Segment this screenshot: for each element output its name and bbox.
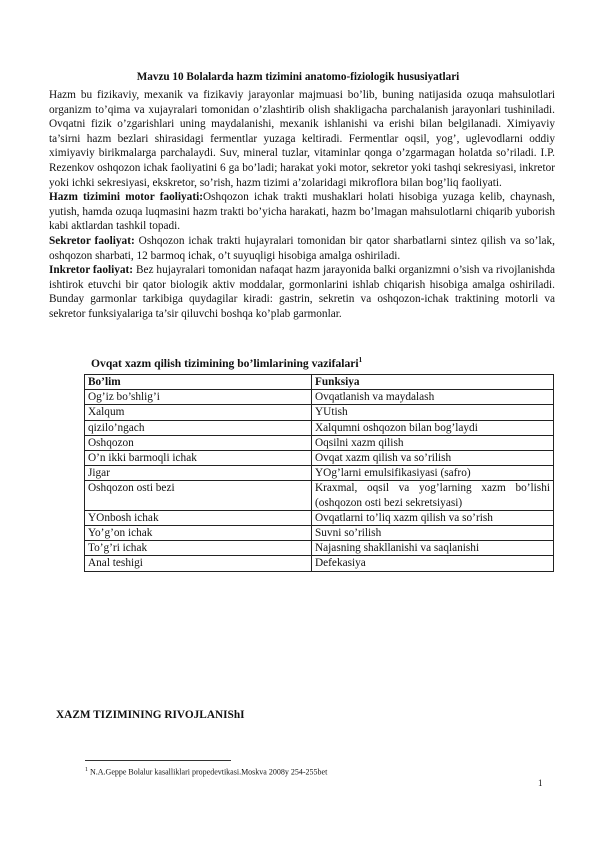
footnote-mark: 1: [85, 767, 88, 773]
table-row: [85, 420, 554, 435]
table-cell-section: Og’iz bo’shlig’i: [85, 390, 312, 405]
table-body: [85, 390, 554, 571]
table-cell-function: Ovqatlarni to’liq xazm qilish va so’rish: [312, 510, 554, 525]
footnote-divider: [85, 760, 231, 761]
motor-text: Oshqozon ichak trakti mushaklari holati hisobiga yuzaga kelib, chaynash, yutish, hamda ozuqa luqmasini hazm trakti bo’yicha harakati, hazm bo’lmagan mahsulotlarni chiqarib yuborish kabi aktlardan tashkil topadi.: [49, 191, 555, 233]
table-cell-function: Ovqatlanish va maydalash: [312, 390, 554, 405]
table-cell-section: To’g’ri ichak: [85, 541, 312, 556]
table-cell-function: Kraxmal, oqsil va yog’larning xazm bo’lishi (oshqozon osti bezi sekretsiyasi): [312, 481, 554, 510]
table-cell-function: Suvni so’rilish: [312, 526, 554, 541]
table-row: [85, 451, 554, 466]
table-row: [85, 510, 554, 525]
table-cell-section: Jigar: [85, 466, 312, 481]
table-cell-section: Oshqozon osti bezi: [85, 481, 312, 510]
table-cell-function: Ovqat xazm qilish va so’rilish: [312, 451, 554, 466]
table-row: [85, 526, 554, 541]
section-heading: XAZM TIZIMINING RIVOJLANIShI: [56, 709, 245, 721]
table-cell-function: Oqsilni xazm qilish: [312, 435, 554, 450]
table-cell-section: Yo’g’on ichak: [85, 526, 312, 541]
functions-table: [84, 374, 554, 572]
table-cell-function: Defekasiya: [312, 556, 554, 571]
table-cell-section: YOnbosh ichak: [85, 510, 312, 525]
table-cell-function: Najasning shakllanishi va saqlanishi: [312, 541, 554, 556]
secretor-text: Oshqozon ichak trakti hujayralari tomonidan bir qator sharbatlarni sintez qilish va so’lak, oshqozon sharbati, 12 barmoq ichak, o’t suyuqligi hisobiga amalga oshiriladi.: [49, 234, 555, 262]
table-row: [85, 466, 554, 481]
table-cell-section: Xalqum: [85, 405, 312, 420]
secretor-paragraph: [49, 234, 555, 263]
footnote: [85, 767, 327, 777]
table-cell-section: Anal teshigi: [85, 556, 312, 571]
table-cell-function: Xalqumni oshqozon bilan bog’laydi: [312, 420, 554, 435]
incretor-paragraph: [49, 263, 555, 321]
table-cell-section: Oshqozon: [85, 435, 312, 450]
table-row: [85, 405, 554, 420]
table-header-section: Bo’lim: [85, 375, 312, 390]
table-cell-section: qizilo’ngach: [85, 420, 312, 435]
footnote-text: N.A.Geppe Bolalur kasalliklari propedevtikasi.Moskva 2008y 254-255bet: [88, 767, 328, 777]
incretor-label: Inkretor faoliyat:: [49, 264, 134, 277]
table-cell-function: YOg’larni emulsifikasiyasi (safro): [312, 466, 554, 481]
table-row: [85, 556, 554, 571]
table-caption-footnote-mark: 1: [358, 356, 363, 364]
incretor-text: Bez hujayralari tomonidan nafaqat hazm jarayonida balki organizmni o’sish va rivojlanishda ishtirok etuvchi bir qator biologik aktiv moddalar, gormonlarini ishlab chiqarish hisobiga amalga oshiriladi. Bunday garmonlar tarkibiga quydagilar kiradi: gastrin, sekretin va oshqozon-ichak traktining motorli va sekretor funksiyalariga ta’sir qiluvchi boshqa ko’plab garmonlar.: [49, 264, 555, 320]
motor-label: Hazm tizimini motor faoliyati:: [49, 191, 203, 204]
table-caption-text: Ovqat xazm qilish tizimining bo’limlarining vazifalari: [91, 356, 359, 370]
table-cell-section: O’n ikki barmoqli ichak: [85, 451, 312, 466]
secretor-label: Sekretor faoliyat:: [49, 234, 135, 247]
motor-paragraph: [49, 190, 555, 234]
table-row: [85, 481, 554, 510]
intro-paragraph: Hazm bu fizikaviy, mexanik va fizikaviy jarayonlar majmuasi bo’lib, buning natijasida ozuqa mahsulotlari organizm to’qima va xujayralari tomonidan o’zlashtirib olish shakligacha parchalanish jarayonlari tushiniladi. Ovqatni fizik o’zgarishlari uning maydalanishi, mexanik ishlanishi va erishi bilan belgilanadi. Ximiyaviy ta’sirni hazm bezlari shirasidagi fermentlar yuzaga keltiradi. Fermentlar oqsil, yog’, uglevodlarni oddiy ximiyaviy birikmalarga parchalaydi. Suv, mineral tuzlar, vitaminlar qonga o’zgarmagan holatda so’riladi. I.P. Rezenkov oshqozon ichak faoliyatini 6 ga bo’ladi; harakat yoki motor, sekretor yoki tashqi sekresiyasi, inkretor yoki ichki sekresiyasi, ekskretor, so’rish, hazm tizimi a’zolaridagi mikroflora bilan bog’liq faoliyati.: [49, 89, 555, 189]
table-caption: [91, 356, 362, 370]
table-row: [85, 390, 554, 405]
page-number: 1: [538, 778, 543, 788]
table-row: [85, 541, 554, 556]
table-header-row: [85, 375, 554, 390]
body-text: [49, 88, 555, 322]
page-title: Mavzu 10 Bolalarda hazm tizimini anatomo-fiziologik hususiyatlari: [136, 71, 460, 83]
table-cell-function: YUtish: [312, 405, 554, 420]
table-header-function: Funksiya: [312, 375, 554, 390]
table-row: [85, 435, 554, 450]
